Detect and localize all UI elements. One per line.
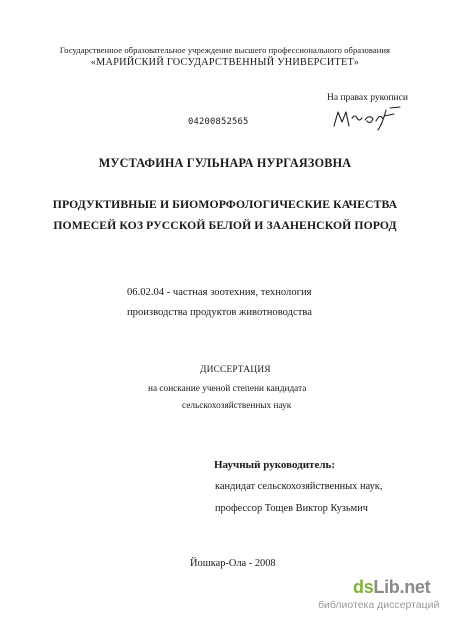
watermark-logo [353, 577, 430, 598]
supervisor-degree: кандидат сельскохозяйственных наук, [215, 481, 383, 492]
author-name: МУСТАФИНА ГУЛЬНАРА НУРГАЯЗОВНА [98, 156, 352, 170]
author-signature [332, 104, 402, 132]
dissertation-title-line-2: ПОМЕСЕЙ КОЗ РУССКОЙ БЕЛОЙ И ЗААНЕНСКОЙ ПОРОД [53, 219, 397, 232]
institution-name: Государственное образовательное учреждение высшего профессионального образования [59, 45, 391, 55]
place-and-year: Йошкар-Ола - 2008 [190, 558, 276, 569]
degree-line-2: сельскохозяйственных наук [182, 401, 292, 411]
manuscript-rights-label: На правах рукописи [327, 93, 408, 103]
document-code: 04200852565 [188, 117, 249, 127]
dissertation-title-line-1: ПРОДУКТИВНЫЕ И БИОМОРФОЛОГИЧЕСКИЕ КАЧЕСТВА [52, 198, 398, 211]
supervisor-name: профессор Тощев Виктор Кузьмич [215, 503, 368, 514]
degree-line-1: на соискание ученой степени кандидата [148, 384, 307, 394]
supervisor-heading: Научный руководитель: [214, 459, 335, 471]
specialty-line-2: производства продуктов животноводства [127, 307, 312, 318]
watermark-logo-prefix: ds [353, 577, 374, 597]
dissertation-label: ДИССЕРТАЦИЯ [200, 365, 271, 375]
watermark-logo-rest: Lib.net [373, 577, 431, 597]
university-name: «МАРИЙСКИЙ ГОСУДАРСТВЕННЫЙ УНИВЕРСИТЕТ» [90, 57, 360, 68]
specialty-line-1: 06.02.04 - частная зоотехния, технология [127, 287, 312, 298]
watermark-tagline: библиотека диссертаций [318, 599, 440, 611]
